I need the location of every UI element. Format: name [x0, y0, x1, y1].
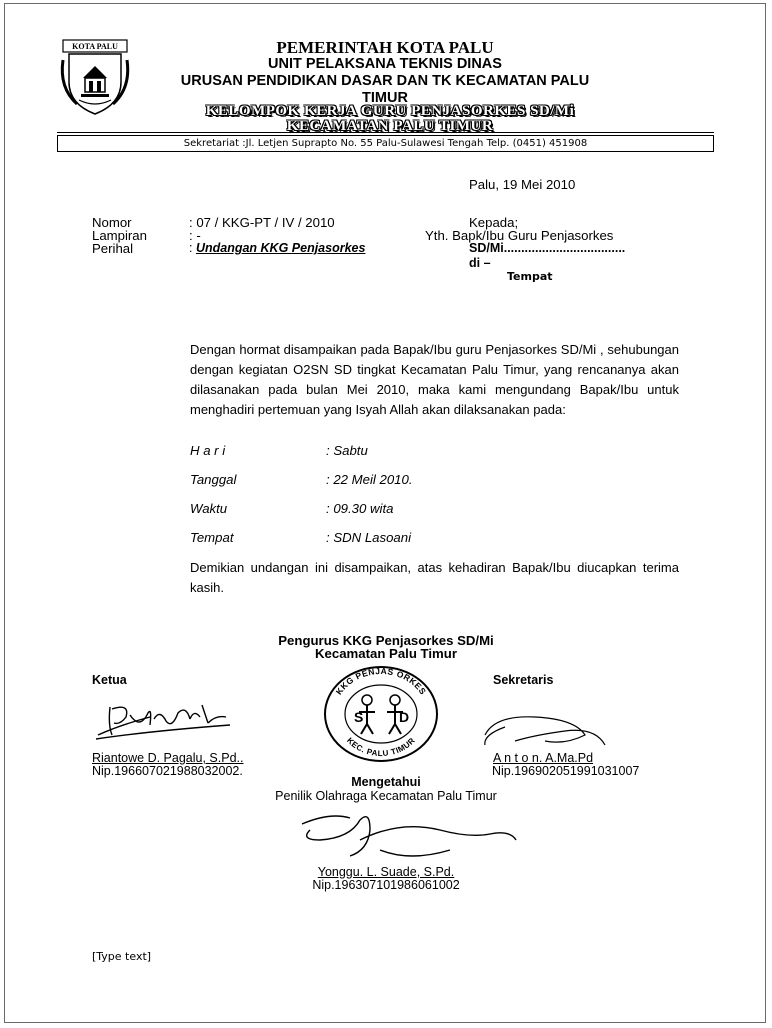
- body-paragraph-1: Dengan hormat disampaikan pada Bapak/Ibu guru Penjasorkes SD/Mi , sehubungan dengan kegiatan O2SN SD tingkat Kecamatan Palu Timur, yang rencananya akan dilasanakan pada bulan Mei 2010, maka kami mengundang Bapak/Ibu untuk menghadiri pertemuan yang Isyah Allah akan dilaksanakan pada:: [190, 342, 679, 417]
- letterhead-line3: URUSAN PENDIDIKAN DASAR DAN TK KECAMATAN PALU: [180, 73, 590, 89]
- letter-date: Palu, 19 Mei 2010: [469, 177, 576, 192]
- recipient-tempat: Tempat: [507, 270, 553, 283]
- penilik-title: Penilik Olahraga Kecamatan Palu Timur: [275, 789, 497, 803]
- svg-text:S: S: [354, 709, 364, 725]
- svg-text:KEC. PALU TIMUR: KEC. PALU TIMUR: [345, 735, 417, 759]
- letterhead-line2: UNIT PELAKSANA TEKNIS DINAS: [268, 56, 502, 72]
- penilik-nip: Nip.196307101986061002: [312, 878, 460, 892]
- detail-hari-label: H a r i: [190, 443, 226, 458]
- recipient-kepada: Kepada;: [469, 215, 519, 230]
- perihal-colon: :: [189, 241, 196, 255]
- mengetahui-label: Mengetahui: [351, 775, 421, 789]
- svg-text:KKG PENJAS ORKES: KKG PENJAS ORKES: [333, 665, 429, 697]
- ketua-title: Ketua: [92, 673, 127, 687]
- penilik-name: Yonggu. L. Suade, S.Pd.: [317, 865, 455, 879]
- footer-placeholder: [Type text]: [92, 950, 152, 963]
- ketua-name: Riantowe D. Pagalu, S.Pd..: [92, 751, 244, 765]
- detail-waktu-label: Waktu: [190, 501, 228, 516]
- detail-hari-value: : Sabtu: [326, 443, 368, 458]
- detail-tempat-value: : SDN Lasoani: [326, 530, 412, 545]
- penilik-signature: [290, 800, 530, 870]
- org-line1: Pengurus KKG Penjasorkes SD/Mi: [278, 633, 494, 648]
- recipient-yth: Yth. Bapk/Ibu Guru Penjasorkes: [425, 228, 614, 243]
- recipient-di: di –: [469, 256, 491, 270]
- perihal-value: Undangan KKG Penjasorkes: [195, 241, 366, 255]
- ketua-nip: Nip.196607021988032002.: [92, 764, 243, 778]
- letterhead-line1: PEMERINTAH KOTA PALU: [276, 38, 494, 57]
- detail-tanggal-value: : 22 Meil 2010.: [326, 472, 413, 487]
- secretariat-address: Sekretariat :Jl. Letjen Suprapto No. 55 Palu-Sulawesi Tengah Telp. (0451) 451908: [57, 135, 714, 152]
- letterhead-rule: [57, 132, 714, 133]
- lampiran-label: Lampiran: [92, 228, 147, 243]
- sekretaris-nip: Nip.196902051991031007: [492, 764, 640, 778]
- letterhead-line6: KECAMATAN PALU TIMUR: [286, 118, 494, 134]
- body-paragraph-2: Demikian undangan ini disampaikan, atas kehadiran Bapak/Ibu diucapkan terima kasih.: [190, 560, 679, 595]
- letterhead-line4: TIMUR: [362, 90, 408, 106]
- detail-tempat-label: Tempat: [190, 530, 234, 545]
- letterhead-line5: KELOMPOK KERJA GURU PENJASORKES SD/Mi: [205, 103, 575, 119]
- lampiran-value: : -: [189, 228, 201, 243]
- sekretaris-title: Sekretaris: [493, 673, 554, 687]
- nomor-label: Nomor: [92, 215, 132, 230]
- perihal-value-line: [189, 241, 365, 255]
- nomor-value: : 07 / KKG-PT / IV / 2010: [189, 215, 335, 230]
- perihal-label: Perihal: [92, 241, 134, 256]
- recipient-sd: SD/Mi...................................: [469, 241, 626, 255]
- org-line2: Kecamatan Palu Timur: [315, 646, 457, 661]
- kota-palu-logo: [55, 38, 135, 116]
- detail-tanggal-label: Tanggal: [190, 472, 237, 487]
- sekretaris-name: A n t o n. A.Ma.Pd: [493, 751, 594, 765]
- detail-waktu-value: : 09.30 wita: [326, 501, 394, 516]
- svg-text:KOTA PALU: KOTA PALU: [72, 42, 118, 51]
- ketua-signature: [90, 695, 240, 745]
- svg-text:D: D: [399, 709, 410, 725]
- sekretaris-signature: [475, 705, 615, 755]
- kkg-stamp: [321, 664, 441, 764]
